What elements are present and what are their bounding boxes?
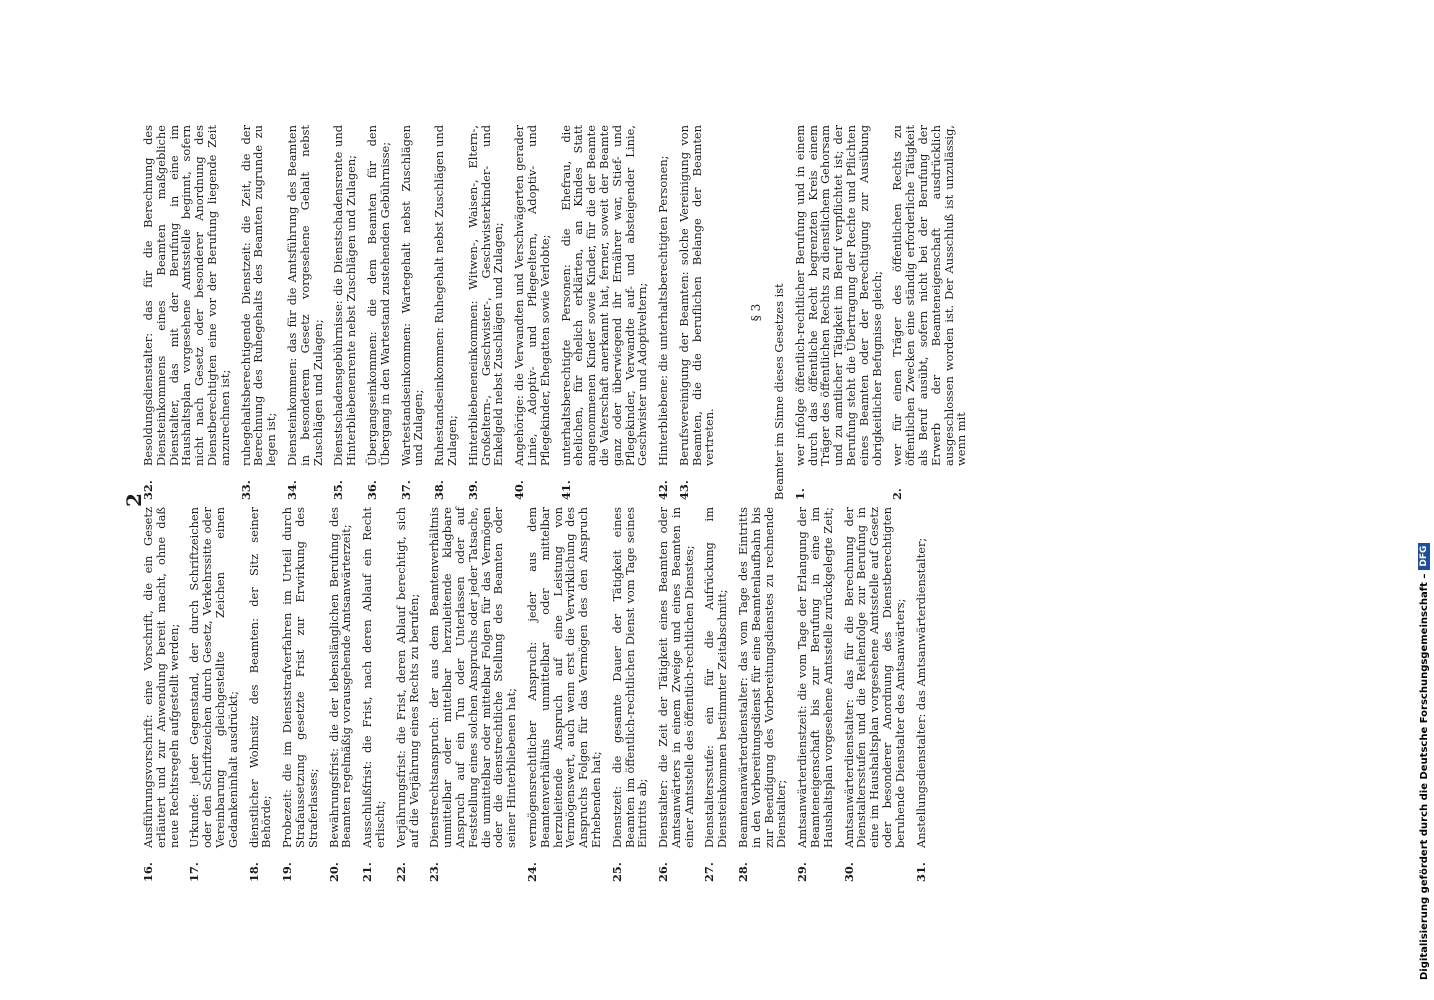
rotated-document-page <box>120 100 1290 900</box>
entry-number: 39. <box>465 480 480 500</box>
entry-text: unterhaltsberechtigte Personen: die Ehefrau, die ehelichen, für ehelich erklärten, an Kindes Statt angenommenen Kinder sowie Kinder, für die der Beamte die Vaterschaft anerkannt hat, ferner, soweit der Beamte ganz oder überwiegend ihr Ernährer war, Stief- und Pflegekinder, Verwandte auf- und absteigender Linie, Geschwister und Adoptiveltern; <box>558 125 650 466</box>
entry-text: Anstellungsdienstalter: das Amtsanwärterdienstalter; <box>913 537 928 848</box>
digitization-credit <box>1418 543 1430 980</box>
entry-text: Hinterbliebeneneinkommen: Witwen-, Waisen-, Eltern-, Großeltern-, Geschwister-, Geschwisterkinder- und Enkelgeld nebst Zuschlägen und Zulagen; <box>465 125 506 466</box>
definition-entry <box>328 507 354 882</box>
definition-entry <box>843 507 907 882</box>
entry-number: 17. <box>187 862 202 882</box>
left-column <box>142 507 935 882</box>
entry-number: 16. <box>141 862 155 882</box>
entry-number: 33. <box>238 480 253 500</box>
entry-number: 31. <box>913 862 928 882</box>
section-item <box>891 125 968 500</box>
entry-text: Dienstalter: die Zeit der Tätigkeit eines Beamten oder Amtsanwärters in einem Zweige und eines Beamten in einer Amtsstelle des öffentlich-rechtlichen Dienstes; <box>656 507 696 848</box>
definition-entry <box>142 125 232 500</box>
entry-number: 19. <box>280 862 295 882</box>
entry-number: 29. <box>795 862 810 882</box>
entry-text: Übergangseinkommen: die dem Beamten für den Übergang in den Wartestand zustehenden Gebührnisse; <box>364 125 392 466</box>
entry-text: Amtsanwärterdienstzeit: die vom Tage der Erlangung der Beamteneigenschaft bis zur Berufung in eine im Haushaltsplan vorgesehene Amtsstelle zurückgelegte Zeit; <box>795 507 835 848</box>
definition-entry <box>332 125 358 500</box>
entry-text: vermögensrechtlicher Anspruch: jeder aus dem Beamtenverhältnis unmittelbar oder mittelbar herzuleitende Anspruch auf eine Leistung von Vermögenswert, auch wenn erst die Verwirklichung des Anspruchs Folgen für das Vermögen des den Anspruch Erhebenden hat; <box>524 507 603 848</box>
credit-text: Digitalisierung gefördert durch die Deutsche Forschungsgemeinschaft – <box>1418 573 1430 980</box>
entry-number: 18. <box>246 862 261 882</box>
entry-number: 36. <box>364 480 379 500</box>
entry-text: Besoldungsdienstalter: das für die Berechnung des Diensteinkommens eines Beamten maßgebliche Dienstalter, das mit der Berufung in eine im Haushaltsplan vorgesehene Amtsstelle beginnt, sofern nicht nach Gesetz oder besonderer Anordnung des Dienstberechtigten eine vor der Berufung liegende Zeit anzurechnen ist; <box>141 125 232 466</box>
section-item <box>794 125 884 500</box>
definition-entry <box>526 507 603 882</box>
definition-entry <box>361 507 387 882</box>
entry-number: 24. <box>524 862 539 882</box>
entry-text: Beamtenanwärterdienstalter: das vom Tage des Eintritts in den Vorbereitungsdienst für eine Beamtenlaufbahn bis zur Beendigung des Vorbereitungsdienstes zu rechnende Dienstalter; <box>736 507 789 848</box>
item-number: 1. <box>792 488 807 500</box>
definition-entry <box>467 125 505 500</box>
entry-number: 34. <box>284 480 299 500</box>
definition-entry <box>657 125 670 500</box>
entry-text: Diensteinkommen: das für die Amtsführung des Beamten in besonderem Gesetz vorgesehene Gehalt nebst Zuschlägen und Zulagen; <box>284 125 325 466</box>
entry-number: 26. <box>656 862 671 882</box>
entry-text: Bewährungsfrist: die der lebenslänglichen Berufung des Beamten regelmäßig vorausgehende Amtsanwärterzeit; <box>326 507 354 848</box>
dfg-logo: DFG <box>1418 543 1430 570</box>
entry-text: Ausführungsvorschrift: eine Vorschrift, die ein Gesetz erläutert und zur Anwendung bereit macht, ohne daß neue Rechtsregeln aufgestellt werden; <box>141 507 181 848</box>
definition-entry <box>560 125 650 500</box>
entry-number: 27. <box>702 862 717 882</box>
entry-number: 30. <box>841 862 856 882</box>
entry-text: Amtsanwärterdienstalter: das für die Berechnung der Dienstaltersstufen und die Reihenfolge zur Berufung in eine im Haushaltsplan vorgesehene Amtsstelle auf Gesetz oder besonderer Anordnung des Dienstberechtigten beruhende Dienstalter des Amtsanwärters; <box>841 507 907 848</box>
entry-number: 40. <box>512 480 527 500</box>
definition-entry <box>366 125 392 500</box>
definition-entry <box>281 507 319 882</box>
definition-entry <box>513 125 551 500</box>
definition-entry <box>188 507 239 882</box>
entry-number: 41. <box>558 480 573 500</box>
entry-text: Angehörige: die Verwandten und Verschwägerten gerader Linie, Adoptiv- und Pflegeeltern, Adoptiv- und Pflegekinder, Ehegatten sowie Verlobte; <box>512 125 552 466</box>
definition-entry <box>657 507 695 882</box>
definition-entry <box>248 507 274 882</box>
definition-entry <box>428 507 518 882</box>
definition-entry <box>915 507 928 882</box>
definition-entry <box>796 507 834 882</box>
entry-number: 21. <box>360 862 375 882</box>
entry-number: 23. <box>427 862 442 882</box>
page-number: 2 <box>122 493 146 507</box>
entry-text: Dienstschadensgebührnisse: die Dienstschadensrente und Hinterbliebenenrente nebst Zuschlägen und Zulagen; <box>331 125 359 466</box>
definition-entry <box>286 125 324 500</box>
item-number: 2. <box>890 488 905 500</box>
entry-number: 35. <box>331 480 346 500</box>
entry-text: Dienstrechtsanspruch: der aus dem Beamtenverhältnis unmittelbar oder mittelbar herzuleitende klagbare Anspruch auf ein Tun oder Unterlassen oder auf Feststellung eines solchen Anspruchs oder jeder Tatsache, die unmittelbar oder mittelbar Folgen für das Vermögen oder die dienstrechtliche Stellung des Beamten oder seiner Hinterbliebenen hat; <box>427 507 519 848</box>
item-text: wer für einen Träger des öffentlichen Rechts zu öffentlichen Zwecken eine ständig erforderliche Tätigkeit als Beruf ausübt, sofern nicht bei der Berufung der Erwerb der Beamteneigenschaft ausdrücklich ausgeschlossen worden ist. Der Ausschluß ist unzulässig, wenn mit <box>890 125 969 466</box>
entry-text: Dienstzeit: die gesamte Dauer der Tätigkeit eines Beamten im öffentlich-rechtlichen Dienst vom Tage seines Eintritts ab; <box>609 507 650 848</box>
definition-entry <box>142 507 180 882</box>
entry-number: 22. <box>393 862 408 882</box>
definition-entry <box>611 507 649 882</box>
entry-number: 37. <box>398 480 413 500</box>
entry-text: Hinterbliebene: die unterhaltsberechtigten Personen; <box>656 155 671 466</box>
item-text: wer infolge öffentlich-rechtlicher Berufung und in einem durch das öffentliche Recht begrenzten Kreis einem Träger des öffentlichen Rechts zu dienstlichem Gehorsam und zu amtlicher Tätigkeit im Beruf verpflichtet ist; der Berufung steht die Übertragung der Rechte und Pflichten eines Beamten oder der Berechtigung zur Ausübung obrigkeitlicher Befugnisse gleich; <box>792 125 884 466</box>
entry-number: 43. <box>676 480 691 500</box>
definition-entry <box>240 125 278 500</box>
definition-entry <box>703 507 729 882</box>
entry-number: 32. <box>141 480 155 500</box>
entry-text: Ausschlußfrist: die Frist, nach deren Ablauf ein Recht erlischt; <box>360 507 387 848</box>
entry-number: 42. <box>656 480 671 500</box>
entry-text: ruhegehaltsberechtigende Dienstzeit: die Zeit, die der Berechnung des Ruhegehalts des Beamten zugrunde zu legen ist; <box>238 125 279 466</box>
section-heading: § 3 <box>749 303 764 322</box>
entry-number: 38. <box>432 480 447 500</box>
entry-text: Berufsvereinigung der Beamten: solche Vereinigung von Beamten, die die beruflichen Belange der Beamten vertreten. <box>676 125 717 466</box>
entry-number: 28. <box>736 862 751 882</box>
entry-text: Ruhestandseinkommen: Ruhegehalt nebst Zuschlägen und Zulagen; <box>432 125 459 466</box>
entry-number: 25. <box>609 862 624 882</box>
section-intro: Beamter im Sinne dieses Gesetzes ist <box>772 283 787 500</box>
entry-text: Dienstaltersstufe: ein für die Aufrückung im Diensteinkommen bestimmter Zeitabschnitt; <box>702 507 730 848</box>
definition-entry <box>400 125 426 500</box>
entry-text: Probezeit: die im Dienststrafverfahren im Urteil durch Strafaussetzung gesetzte Frist zur Erwirkung des Straferlasses; <box>280 507 320 848</box>
entry-text: dienstlicher Wohnsitz des Beamten: der Sitz seiner Behörde; <box>246 507 274 848</box>
entry-text: Urkunde: jeder Gegenstand, der durch Schriftzeichen oder den Schriftzeichen durch Gesetz, Verkehrssitte oder Vereinbarung gleichgestellte Zeichen einen Gedankeninhalt ausdrückt; <box>187 507 240 848</box>
entry-number: 20. <box>326 862 341 882</box>
definition-entry <box>737 507 788 882</box>
definition-entry <box>395 507 421 882</box>
entry-text: Verjährungsfrist: die Frist, deren Ablauf berechtigt, sich auf die Verjährung eines Rechts zu berufen; <box>393 507 421 848</box>
definition-entry <box>433 125 459 500</box>
definition-entry <box>678 125 716 500</box>
entry-text: Wartestandseinkommen: Wartegehalt nebst Zuschlägen und Zulagen; <box>398 125 426 466</box>
right-column <box>142 125 976 500</box>
